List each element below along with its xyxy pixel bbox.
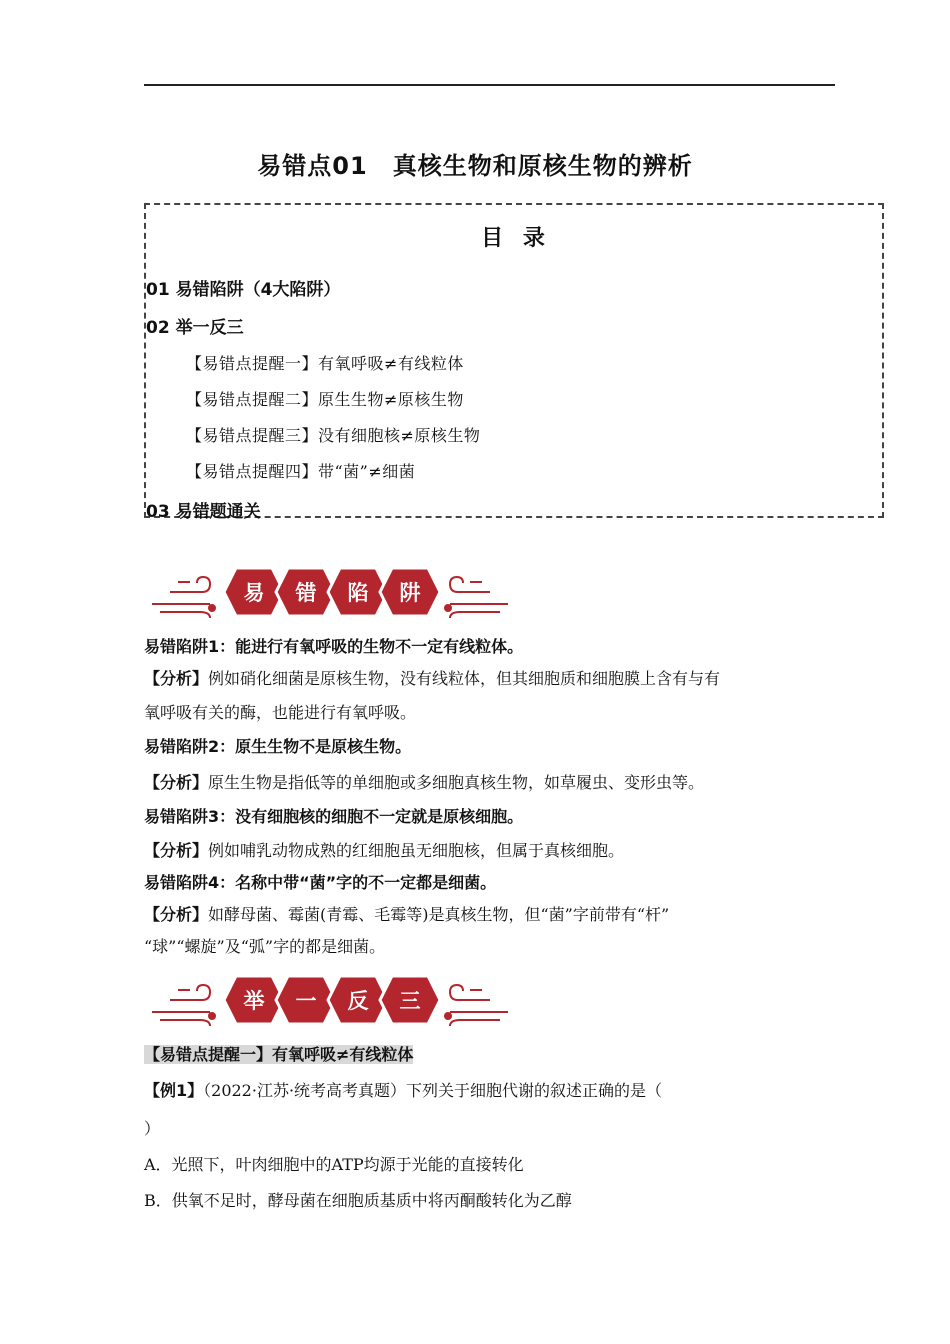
top-rule	[144, 84, 835, 86]
trap-4-analysis: 【分析】如酵母菌、霉菌(青霉、毛霉等)是真核生物，但“菌”字前带有“杆”	[144, 905, 670, 924]
trap-4-title: 易错陷阱4：名称中带“菌”字的不一定都是细菌。	[144, 873, 497, 892]
banner2-char-1: 举	[243, 989, 265, 1013]
trap-2-analysis: 【分析】原生生物是指低等的单细胞或多细胞真核生物，如草履虫、变形虫等。	[144, 773, 705, 792]
example-1-option-b: B．供氧不足时，酵母菌在细胞质基质中将丙酮酸转化为乙醇	[144, 1191, 572, 1210]
toc-section-3[interactable]: 03 易错题通关	[146, 502, 261, 522]
banner-traps	[150, 562, 510, 622]
example-1-question-close: ）	[144, 1119, 161, 1138]
reminder-1-heading: 【易错点提醒一】有氧呼吸≠有线粒体	[144, 1045, 414, 1064]
trap-4-analysis-cont: “球”“螺旋”及“弧”字的都是细菌。	[144, 937, 386, 956]
scroll-ornament-right	[450, 985, 508, 1026]
analysis-tag: 【分析】	[144, 773, 209, 792]
example-1-option-a: A．光照下，叶肉细胞中的ATP均源于光能的直接转化	[144, 1155, 524, 1174]
toc-item-reminder-1[interactable]: 【易错点提醒一】有氧呼吸≠有线粒体	[186, 354, 464, 373]
scroll-ornament-left	[152, 577, 210, 618]
trap-1-analysis: 【分析】例如硝化细菌是原核生物，没有线粒体，但其细胞质和细胞膜上含有与有	[144, 669, 721, 688]
trap-2-title: 易错陷阱2：原生生物不是原核生物。	[144, 737, 412, 756]
banner1-char-3: 陷	[347, 581, 369, 605]
page-title: 易错点01 真核生物和原核生物的辨析	[257, 152, 693, 180]
trap-1-analysis-cont: 氧呼吸有关的酶，也能进行有氧呼吸。	[144, 703, 417, 722]
trap-3-analysis: 【分析】例如哺乳动物成熟的红细胞虽无细胞核，但属于真核细胞。	[144, 841, 625, 860]
toc-item-reminder-2[interactable]: 【易错点提醒二】原生生物≠原核生物	[186, 390, 464, 409]
trap-3-title: 易错陷阱3：没有细胞核的细胞不一定就是原核细胞。	[144, 807, 524, 826]
example-1-question: 【例1】（2022·江苏·统考高考真题）下列关于细胞代谢的叙述正确的是（	[144, 1081, 663, 1100]
scroll-ornament-left	[152, 985, 210, 1026]
toc-heading: 目 录	[481, 226, 551, 251]
banner1-char-1: 易	[243, 581, 265, 605]
scroll-ornament-right	[450, 577, 508, 618]
banner1-char-2: 错	[295, 581, 317, 605]
toc-section-2[interactable]: 02 举一反三	[146, 318, 244, 338]
banner1-char-4: 阱	[399, 581, 421, 605]
banner2-char-2: 一	[295, 989, 317, 1013]
banner2-char-4: 三	[399, 989, 421, 1013]
analysis-tag: 【分析】	[144, 669, 209, 688]
trap-1-title: 易错陷阱1：能进行有氧呼吸的生物不一定有线粒体。	[144, 637, 524, 656]
toc-item-reminder-4[interactable]: 【易错点提醒四】带“菌”≠细菌	[186, 462, 416, 481]
example-tag: 【例1】	[144, 1081, 204, 1100]
table-of-contents	[144, 203, 884, 522]
analysis-tag: 【分析】	[144, 841, 209, 860]
banner-examples	[150, 970, 510, 1030]
toc-item-reminder-3[interactable]: 【易错点提醒三】没有细胞核≠原核生物	[186, 426, 481, 445]
analysis-tag: 【分析】	[144, 905, 209, 924]
banner2-char-3: 反	[347, 989, 369, 1013]
toc-section-1[interactable]: 01 易错陷阱（4大陷阱）	[146, 280, 341, 300]
